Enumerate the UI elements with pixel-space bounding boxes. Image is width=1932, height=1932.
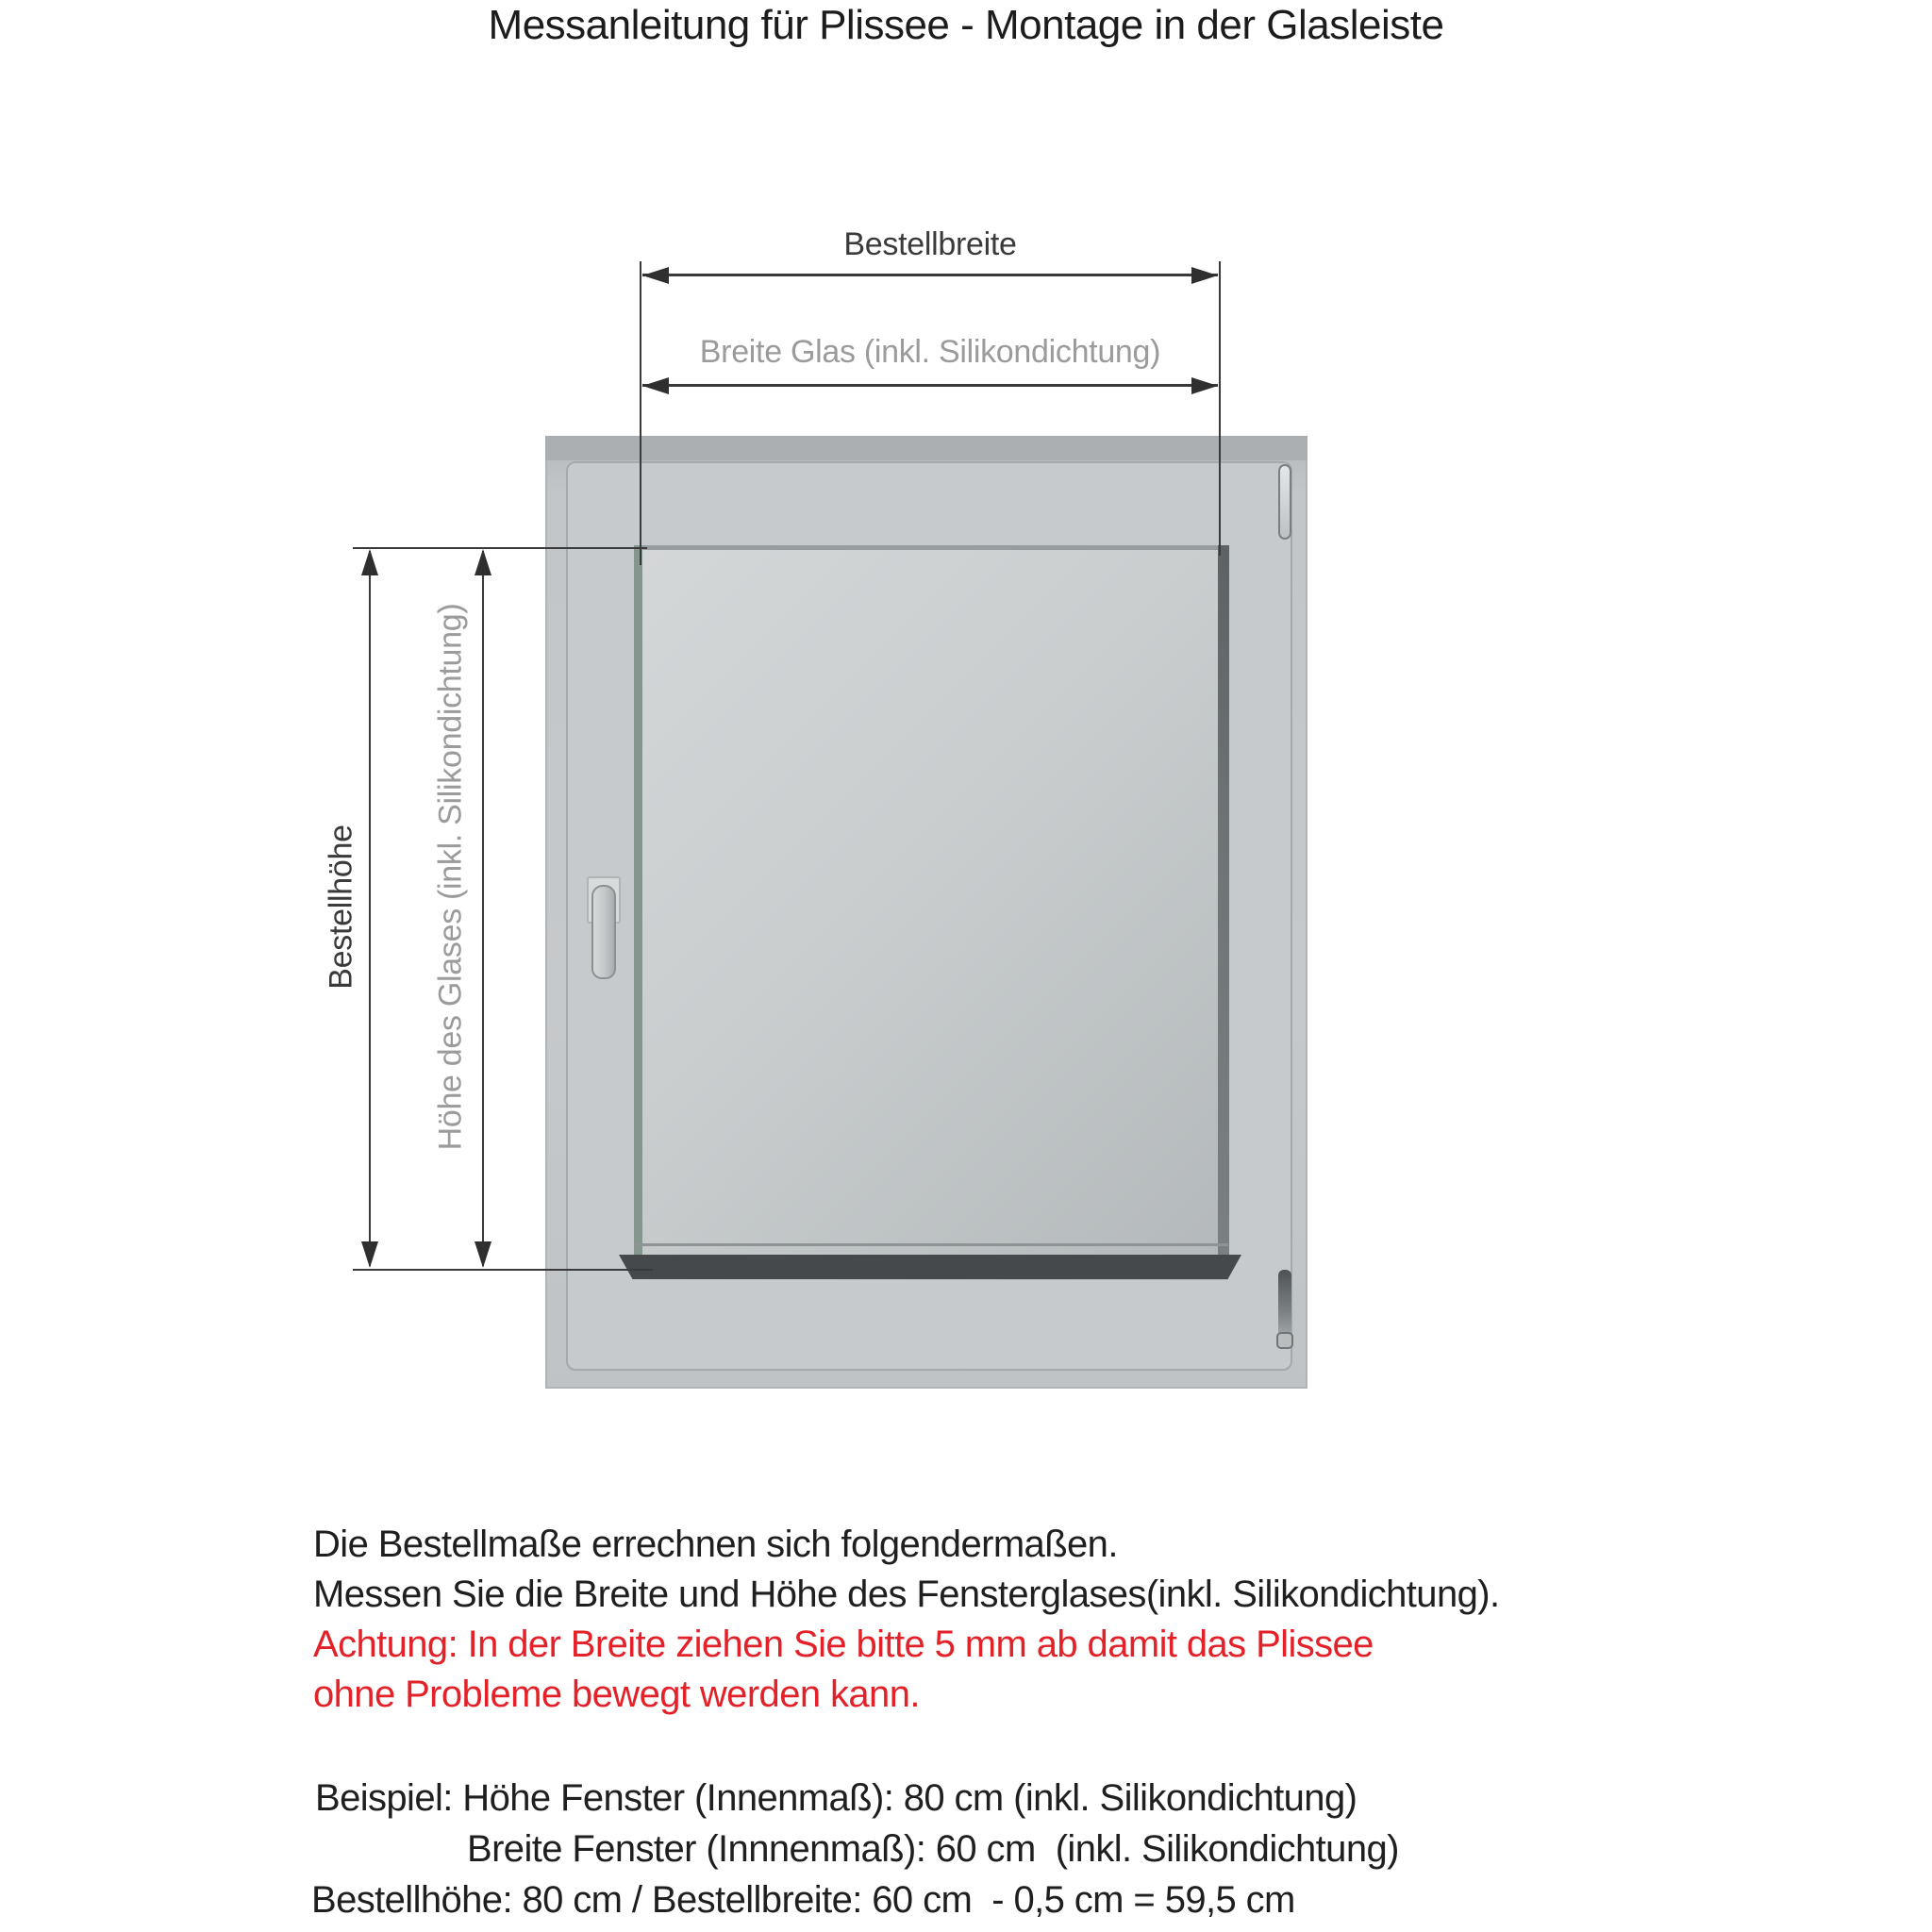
- window-glass: [634, 545, 1228, 1280]
- order-width-dimension-line: [642, 274, 1218, 276]
- arrowhead-left-icon: [642, 377, 669, 394]
- hinge-top-right-icon: [1278, 464, 1291, 540]
- instruction-line: Die Bestellmaße errechnen sich folgendermaßen.: [313, 1524, 1118, 1565]
- extension-line-bottom: [353, 1269, 653, 1271]
- glass-width-label: Breite Glas (inkl. Silikondichtung): [699, 334, 1161, 370]
- order-height-label: Bestellhöhe: [323, 824, 359, 990]
- extension-line-top: [353, 547, 647, 549]
- window-handle-icon: [591, 885, 616, 979]
- hinge-bottom-knob: [1276, 1332, 1293, 1349]
- arrowhead-up-icon: [361, 549, 378, 575]
- glass-width-dimension-line: [642, 384, 1218, 387]
- example-line: Breite Fenster (Innnenmaß): 60 cm (inkl. Silikondichtung): [467, 1828, 1399, 1870]
- hinge-bottom-right-icon: [1278, 1270, 1291, 1340]
- warning-line: Achtung: In der Breite ziehen Sie bitte 5 mm ab damit das Plissee: [313, 1624, 1374, 1665]
- extension-line-left: [640, 261, 641, 565]
- example-line: Bestellhöhe: 80 cm / Bestellbreite: 60 cm - 0,5 cm = 59,5 cm: [311, 1879, 1295, 1921]
- glass-silicone-seal-left: [634, 545, 642, 1275]
- instruction-line: Messen Sie die Breite und Höhe des Fensterglases(inkl. Silikondichtung).: [313, 1574, 1500, 1615]
- warning-line: ohne Probleme bewegt werden kann.: [313, 1674, 920, 1715]
- glass-height-dimension-line: [482, 551, 484, 1266]
- arrowhead-up-icon: [475, 549, 491, 575]
- glass-sill: [619, 1255, 1241, 1279]
- arrowhead-right-icon: [1191, 267, 1218, 284]
- arrowhead-left-icon: [642, 267, 669, 284]
- order-width-label: Bestellbreite: [843, 226, 1017, 262]
- order-height-dimension-line: [369, 551, 371, 1266]
- extension-line-right: [1219, 261, 1221, 556]
- arrowhead-down-icon: [475, 1241, 491, 1268]
- window-frame-top-shade: [545, 436, 1307, 460]
- page-title: Messanleitung für Plissee - Montage in der Glasleiste: [488, 2, 1444, 48]
- example-line: Beispiel: Höhe Fenster (Innenmaß): 80 cm (inkl. Silikondichtung): [315, 1777, 1357, 1819]
- arrowhead-right-icon: [1191, 377, 1218, 394]
- arrowhead-down-icon: [361, 1241, 378, 1268]
- glass-bottom-edge: [634, 1243, 1228, 1246]
- glass-height-label: Höhe des Glases (inkl. Silikondichtung): [432, 603, 469, 1151]
- glass-bevel-right: [1218, 545, 1229, 1275]
